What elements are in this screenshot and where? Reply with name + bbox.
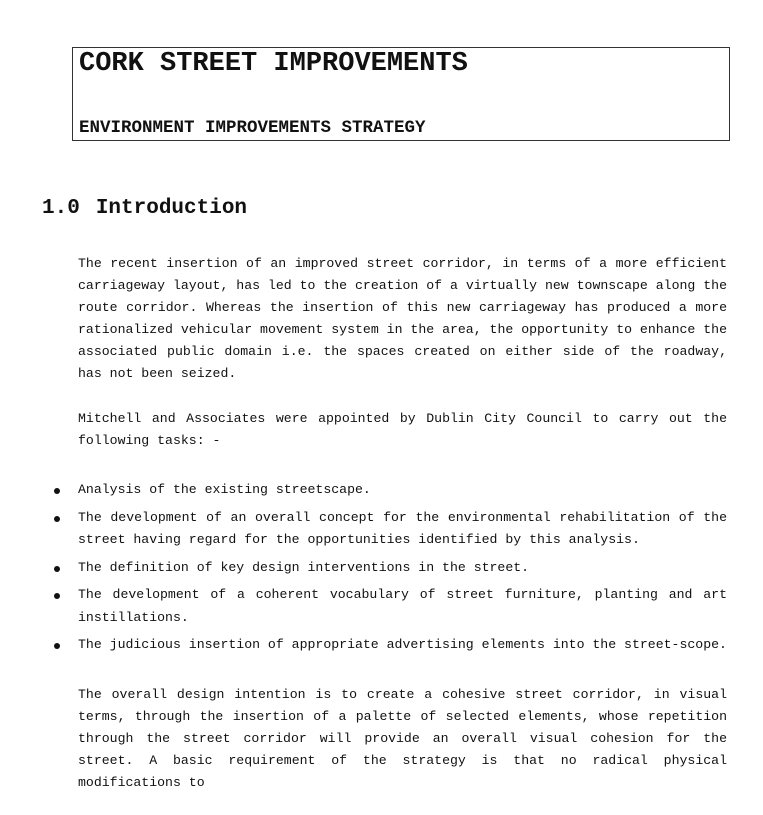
- list-item-text: The definition of key design interventions in the street.: [78, 559, 530, 575]
- list-item: [54, 584, 727, 629]
- list-item-text: The judicious insertion of appropriate advertising elements into the street-scope.: [78, 637, 727, 652]
- bullet-icon: [54, 566, 60, 572]
- section-title: Introduction: [95, 197, 248, 220]
- appointment-paragraph: Mitchell and Associates were appointed by Dublin City Council to carry out the following tasks: -: [78, 411, 727, 448]
- document-title: CORK STREET IMPROVEMENTS: [79, 49, 468, 79]
- bullet-icon: [54, 516, 60, 522]
- list-item: [54, 557, 727, 580]
- list-item: [54, 507, 727, 552]
- bullet-icon: [54, 488, 60, 494]
- section-heading: [42, 196, 247, 222]
- document-subtitle: ENVIRONMENT IMPROVEMENTS STRATEGY: [79, 118, 426, 138]
- list-item: [54, 479, 727, 502]
- intro-paragraph: The recent insertion of an improved street corridor, in terms of a more efficient carriageway layout, has led to the creation of a virtually new townscape along the route corridor. Whereas the insertion of this new carriageway has produced a more rationalized vehicular movement system in the area, the opportunity to enhance the associated public domain i.e. the spaces created on either side of the roadway, has not been seized.: [78, 256, 727, 381]
- list-item-text: The development of an overall concept for the environmental rehabilitation of the street having regard for the opportunities identified by this analysis.: [78, 509, 727, 547]
- list-item-text: Analysis of the existing streetscape.: [78, 482, 371, 497]
- section-number: 1.0: [42, 197, 80, 220]
- bullet-icon: [54, 643, 60, 649]
- intention-paragraph: The overall design intention is to create a cohesive street corridor, in visual terms, through the insertion of a palette of selected elements, whose repetition through the street corridor will provide an overall visual cohesion for the street. A basic requirement of the strategy is that no radical physical modifications to: [78, 687, 727, 790]
- title-box: [72, 47, 730, 141]
- bullet-icon: [54, 593, 60, 599]
- list-item: [54, 634, 727, 657]
- list-item-text: The development of a coherent vocabulary of street furniture, planting and art instillations.: [78, 587, 727, 625]
- task-list: [54, 479, 727, 662]
